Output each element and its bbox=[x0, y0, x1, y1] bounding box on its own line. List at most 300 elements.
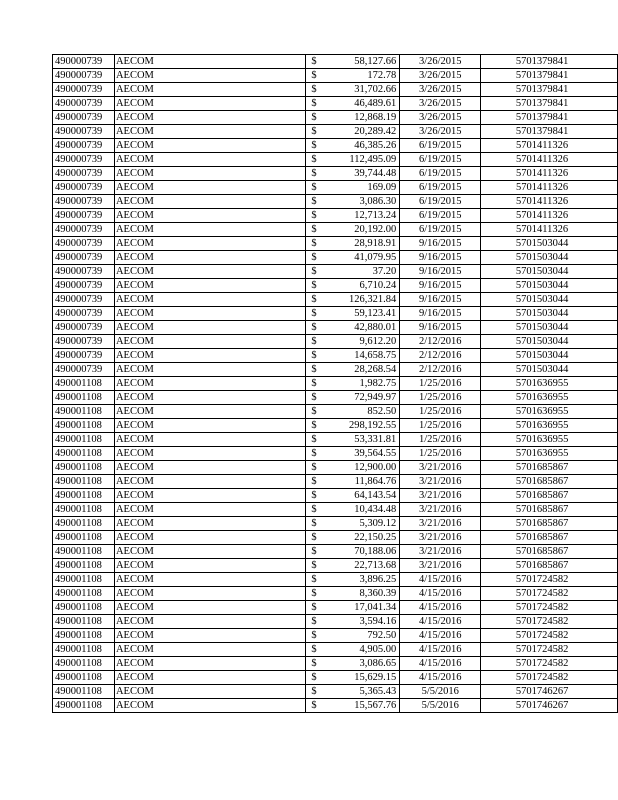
vendor-cell: AECOM bbox=[114, 153, 305, 167]
po-number-cell: 490000739 bbox=[53, 69, 115, 83]
document-number-cell: 5701724582 bbox=[481, 629, 618, 643]
document-number-cell: 5701379841 bbox=[481, 111, 618, 125]
amount-cell: 11,864.76 bbox=[354, 476, 397, 487]
po-number-cell: 490000739 bbox=[53, 195, 115, 209]
vendor-cell: AECOM bbox=[114, 237, 305, 251]
table-row bbox=[53, 601, 618, 615]
currency-symbol-cell: $ bbox=[306, 433, 324, 447]
table-row bbox=[53, 181, 618, 195]
vendor-cell: AECOM bbox=[114, 545, 305, 559]
currency-symbol-cell: $ bbox=[306, 447, 324, 461]
document-number-cell: 5701503044 bbox=[481, 307, 618, 321]
po-number-cell: 490001108 bbox=[53, 601, 115, 615]
currency-symbol-cell: $ bbox=[306, 517, 324, 531]
po-number-cell: 490001108 bbox=[53, 503, 115, 517]
table-row bbox=[53, 671, 618, 685]
po-number-cell: 490000739 bbox=[53, 223, 115, 237]
vendor-cell: AECOM bbox=[114, 531, 305, 545]
currency-symbol-cell: $ bbox=[306, 489, 324, 503]
amount-cell: 12,713.24 bbox=[354, 210, 397, 221]
vendor-cell: AECOM bbox=[114, 55, 305, 69]
table-row bbox=[53, 573, 618, 587]
table-row bbox=[53, 321, 618, 335]
currency-symbol-cell: $ bbox=[306, 69, 324, 83]
document-number-cell: 5701503044 bbox=[481, 279, 618, 293]
document-number-cell: 5701411326 bbox=[481, 167, 618, 181]
currency-symbol-cell: $ bbox=[306, 153, 324, 167]
po-number-cell: 490000739 bbox=[53, 139, 115, 153]
currency-symbol-cell: $ bbox=[306, 237, 324, 251]
table-row bbox=[53, 377, 618, 391]
amount-cell: 3,594.16 bbox=[359, 616, 397, 627]
vendor-cell: AECOM bbox=[114, 671, 305, 685]
table-row bbox=[53, 349, 618, 363]
table-row bbox=[53, 475, 618, 489]
table-row bbox=[53, 167, 618, 181]
vendor-cell: AECOM bbox=[114, 615, 305, 629]
document-number-cell: 5701379841 bbox=[481, 97, 618, 111]
currency-symbol-cell: $ bbox=[306, 265, 324, 279]
amount-cell: 3,086.30 bbox=[359, 196, 397, 207]
po-number-cell: 490000739 bbox=[53, 181, 115, 195]
vendor-cell: AECOM bbox=[114, 447, 305, 461]
document-number-cell: 5701636955 bbox=[481, 419, 618, 433]
amount-cell: 9,612.20 bbox=[359, 336, 397, 347]
po-number-cell: 490001108 bbox=[53, 447, 115, 461]
po-number-cell: 490001108 bbox=[53, 433, 115, 447]
document-number-cell: 5701685867 bbox=[481, 489, 618, 503]
date-cell: 9/16/2015 bbox=[400, 321, 481, 335]
table-row bbox=[53, 391, 618, 405]
amount-cell: 112,495.09 bbox=[349, 154, 397, 165]
po-number-cell: 490001108 bbox=[53, 377, 115, 391]
date-cell: 1/25/2016 bbox=[400, 419, 481, 433]
date-cell: 4/15/2016 bbox=[400, 657, 481, 671]
date-cell: 6/19/2015 bbox=[400, 139, 481, 153]
document-number-cell: 5701724582 bbox=[481, 573, 618, 587]
date-cell: 3/26/2015 bbox=[400, 55, 481, 69]
amount-cell: 58,127.66 bbox=[354, 56, 397, 67]
amount-cell: 20,192.00 bbox=[354, 224, 397, 235]
date-cell: 1/25/2016 bbox=[400, 377, 481, 391]
document-number-cell: 5701411326 bbox=[481, 195, 618, 209]
date-cell: 1/25/2016 bbox=[400, 433, 481, 447]
date-cell: 4/15/2016 bbox=[400, 643, 481, 657]
currency-symbol-cell: $ bbox=[306, 391, 324, 405]
date-cell: 4/15/2016 bbox=[400, 573, 481, 587]
currency-symbol-cell: $ bbox=[306, 293, 324, 307]
vendor-cell: AECOM bbox=[114, 69, 305, 83]
amount-cell: 41,079.95 bbox=[354, 252, 397, 263]
table-row bbox=[53, 699, 618, 713]
date-cell: 3/26/2015 bbox=[400, 83, 481, 97]
currency-symbol-cell: $ bbox=[306, 629, 324, 643]
date-cell: 4/15/2016 bbox=[400, 671, 481, 685]
po-number-cell: 490000739 bbox=[53, 279, 115, 293]
amount-cell: 28,918.91 bbox=[354, 238, 397, 249]
document-number-cell: 5701411326 bbox=[481, 223, 618, 237]
document-number-cell: 5701724582 bbox=[481, 643, 618, 657]
vendor-cell: AECOM bbox=[114, 405, 305, 419]
table-row bbox=[53, 335, 618, 349]
table-row bbox=[53, 531, 618, 545]
table-row bbox=[53, 517, 618, 531]
currency-symbol-cell: $ bbox=[306, 643, 324, 657]
po-number-cell: 490000739 bbox=[53, 321, 115, 335]
date-cell: 6/19/2015 bbox=[400, 167, 481, 181]
vendor-cell: AECOM bbox=[114, 265, 305, 279]
document-number-cell: 5701685867 bbox=[481, 475, 618, 489]
amount-cell: 852.50 bbox=[367, 406, 397, 417]
document-number-cell: 5701503044 bbox=[481, 265, 618, 279]
amount-cell: 4,905.00 bbox=[359, 644, 397, 655]
date-cell: 3/21/2016 bbox=[400, 559, 481, 573]
date-cell: 6/19/2015 bbox=[400, 181, 481, 195]
vendor-cell: AECOM bbox=[114, 349, 305, 363]
date-cell: 9/16/2015 bbox=[400, 265, 481, 279]
currency-symbol-cell: $ bbox=[306, 279, 324, 293]
vendor-cell: AECOM bbox=[114, 279, 305, 293]
currency-symbol-cell: $ bbox=[306, 419, 324, 433]
date-cell: 3/21/2016 bbox=[400, 489, 481, 503]
currency-symbol-cell: $ bbox=[306, 587, 324, 601]
po-number-cell: 490001108 bbox=[53, 685, 115, 699]
amount-cell: 15,629.15 bbox=[354, 672, 397, 683]
vendor-cell: AECOM bbox=[114, 139, 305, 153]
amount-cell: 3,086.65 bbox=[359, 658, 397, 669]
table-row bbox=[53, 293, 618, 307]
date-cell: 1/25/2016 bbox=[400, 447, 481, 461]
table-row bbox=[53, 209, 618, 223]
currency-symbol-cell: $ bbox=[306, 349, 324, 363]
amount-cell: 72,949.97 bbox=[354, 392, 397, 403]
po-number-cell: 490000739 bbox=[53, 55, 115, 69]
vendor-cell: AECOM bbox=[114, 377, 305, 391]
date-cell: 5/5/2016 bbox=[400, 699, 481, 713]
amount-cell: 39,564.55 bbox=[354, 448, 397, 459]
po-number-cell: 490001108 bbox=[53, 587, 115, 601]
currency-symbol-cell: $ bbox=[306, 223, 324, 237]
document-number-cell: 5701685867 bbox=[481, 559, 618, 573]
vendor-cell: AECOM bbox=[114, 195, 305, 209]
table-row bbox=[53, 195, 618, 209]
currency-symbol-cell: $ bbox=[306, 167, 324, 181]
document-number-cell: 5701636955 bbox=[481, 377, 618, 391]
date-cell: 1/25/2016 bbox=[400, 391, 481, 405]
vendor-cell: AECOM bbox=[114, 321, 305, 335]
table-row bbox=[53, 69, 618, 83]
table-row bbox=[53, 587, 618, 601]
amount-cell: 15,567.76 bbox=[354, 700, 397, 711]
currency-symbol-cell: $ bbox=[306, 55, 324, 69]
vendor-cell: AECOM bbox=[114, 433, 305, 447]
currency-symbol-cell: $ bbox=[306, 83, 324, 97]
po-number-cell: 490000739 bbox=[53, 307, 115, 321]
document-number-cell: 5701724582 bbox=[481, 657, 618, 671]
amount-cell: 70,188.06 bbox=[354, 546, 397, 557]
po-number-cell: 490001108 bbox=[53, 489, 115, 503]
vendor-cell: AECOM bbox=[114, 167, 305, 181]
document-number-cell: 5701503044 bbox=[481, 251, 618, 265]
table-row bbox=[53, 279, 618, 293]
amount-cell: 39,744.48 bbox=[354, 168, 397, 179]
date-cell: 3/21/2016 bbox=[400, 503, 481, 517]
currency-symbol-cell: $ bbox=[306, 545, 324, 559]
document-number-cell: 5701724582 bbox=[481, 587, 618, 601]
date-cell: 6/19/2015 bbox=[400, 209, 481, 223]
po-number-cell: 490001108 bbox=[53, 391, 115, 405]
amount-cell: 22,150.25 bbox=[354, 532, 397, 543]
date-cell: 9/16/2015 bbox=[400, 307, 481, 321]
table-row bbox=[53, 545, 618, 559]
po-number-cell: 490000739 bbox=[53, 349, 115, 363]
document-number-cell: 5701724582 bbox=[481, 601, 618, 615]
currency-symbol-cell: $ bbox=[306, 181, 324, 195]
vendor-cell: AECOM bbox=[114, 97, 305, 111]
table-row bbox=[53, 265, 618, 279]
currency-symbol-cell: $ bbox=[306, 699, 324, 713]
vendor-cell: AECOM bbox=[114, 181, 305, 195]
document-number-cell: 5701724582 bbox=[481, 671, 618, 685]
table-row bbox=[53, 503, 618, 517]
currency-symbol-cell: $ bbox=[306, 139, 324, 153]
po-number-cell: 490000739 bbox=[53, 167, 115, 181]
po-number-cell: 490000739 bbox=[53, 83, 115, 97]
vendor-cell: AECOM bbox=[114, 643, 305, 657]
po-number-cell: 490000739 bbox=[53, 237, 115, 251]
document-number-cell: 5701636955 bbox=[481, 391, 618, 405]
document-number-cell: 5701379841 bbox=[481, 69, 618, 83]
document-number-cell: 5701379841 bbox=[481, 83, 618, 97]
date-cell: 3/21/2016 bbox=[400, 531, 481, 545]
currency-symbol-cell: $ bbox=[306, 615, 324, 629]
table-row bbox=[53, 461, 618, 475]
amount-cell: 169.09 bbox=[367, 182, 397, 193]
po-number-cell: 490001108 bbox=[53, 475, 115, 489]
amount-cell: 64,143.54 bbox=[354, 490, 397, 501]
currency-symbol-cell: $ bbox=[306, 503, 324, 517]
vendor-cell: AECOM bbox=[114, 587, 305, 601]
date-cell: 5/5/2016 bbox=[400, 685, 481, 699]
po-number-cell: 490001108 bbox=[53, 531, 115, 545]
document-number-cell: 5701503044 bbox=[481, 293, 618, 307]
po-number-cell: 490001108 bbox=[53, 615, 115, 629]
amount-cell: 10,434.48 bbox=[354, 504, 397, 515]
date-cell: 6/19/2015 bbox=[400, 223, 481, 237]
table-row bbox=[53, 657, 618, 671]
vendor-cell: AECOM bbox=[114, 307, 305, 321]
currency-symbol-cell: $ bbox=[306, 601, 324, 615]
po-number-cell: 490001108 bbox=[53, 629, 115, 643]
vendor-cell: AECOM bbox=[114, 83, 305, 97]
document-number-cell: 5701724582 bbox=[481, 615, 618, 629]
vendor-cell: AECOM bbox=[114, 559, 305, 573]
vendor-cell: AECOM bbox=[114, 223, 305, 237]
po-number-cell: 490001108 bbox=[53, 573, 115, 587]
date-cell: 4/15/2016 bbox=[400, 629, 481, 643]
vendor-cell: AECOM bbox=[114, 601, 305, 615]
vendor-cell: AECOM bbox=[114, 503, 305, 517]
currency-symbol-cell: $ bbox=[306, 685, 324, 699]
vendor-cell: AECOM bbox=[114, 293, 305, 307]
vendor-cell: AECOM bbox=[114, 461, 305, 475]
table-row bbox=[53, 615, 618, 629]
amount-cell: 28,268.54 bbox=[354, 364, 397, 375]
date-cell: 9/16/2015 bbox=[400, 237, 481, 251]
amount-cell: 5,309.12 bbox=[359, 518, 397, 529]
date-cell: 3/21/2016 bbox=[400, 475, 481, 489]
vendor-cell: AECOM bbox=[114, 489, 305, 503]
date-cell: 1/25/2016 bbox=[400, 405, 481, 419]
vendor-cell: AECOM bbox=[114, 335, 305, 349]
po-number-cell: 490000739 bbox=[53, 153, 115, 167]
table-row bbox=[53, 307, 618, 321]
table-row bbox=[53, 363, 618, 377]
document-number-cell: 5701685867 bbox=[481, 461, 618, 475]
vendor-cell: AECOM bbox=[114, 125, 305, 139]
vendor-cell: AECOM bbox=[114, 517, 305, 531]
po-number-cell: 490001108 bbox=[53, 671, 115, 685]
po-number-cell: 490001108 bbox=[53, 461, 115, 475]
vendor-cell: AECOM bbox=[114, 475, 305, 489]
payment-table bbox=[52, 54, 618, 713]
document-number-cell: 5701636955 bbox=[481, 405, 618, 419]
table-row bbox=[53, 111, 618, 125]
amount-cell: 172.78 bbox=[367, 70, 397, 81]
table-row bbox=[53, 83, 618, 97]
document-number-cell: 5701379841 bbox=[481, 55, 618, 69]
table-row bbox=[53, 559, 618, 573]
amount-cell: 59,123.41 bbox=[354, 308, 397, 319]
date-cell: 4/15/2016 bbox=[400, 587, 481, 601]
vendor-cell: AECOM bbox=[114, 657, 305, 671]
po-number-cell: 490001108 bbox=[53, 657, 115, 671]
po-number-cell: 490000739 bbox=[53, 363, 115, 377]
vendor-cell: AECOM bbox=[114, 363, 305, 377]
date-cell: 3/26/2015 bbox=[400, 97, 481, 111]
table-row bbox=[53, 237, 618, 251]
table-row bbox=[53, 643, 618, 657]
date-cell: 3/26/2015 bbox=[400, 111, 481, 125]
po-number-cell: 490000739 bbox=[53, 335, 115, 349]
table-row bbox=[53, 685, 618, 699]
po-number-cell: 490000739 bbox=[53, 111, 115, 125]
currency-symbol-cell: $ bbox=[306, 657, 324, 671]
currency-symbol-cell: $ bbox=[306, 377, 324, 391]
currency-symbol-cell: $ bbox=[306, 405, 324, 419]
table-row bbox=[53, 125, 618, 139]
table-row bbox=[53, 447, 618, 461]
po-number-cell: 490001108 bbox=[53, 559, 115, 573]
amount-cell: 17,041.34 bbox=[354, 602, 397, 613]
po-number-cell: 490001108 bbox=[53, 545, 115, 559]
table-row bbox=[53, 629, 618, 643]
document-number-cell: 5701685867 bbox=[481, 517, 618, 531]
document-number-cell: 5701411326 bbox=[481, 153, 618, 167]
amount-cell: 14,658.75 bbox=[354, 350, 397, 361]
amount-cell: 20,289.42 bbox=[354, 126, 397, 137]
date-cell: 4/15/2016 bbox=[400, 615, 481, 629]
currency-symbol-cell: $ bbox=[306, 531, 324, 545]
date-cell: 6/19/2015 bbox=[400, 153, 481, 167]
amount-cell: 12,900.00 bbox=[354, 462, 397, 473]
date-cell: 3/21/2016 bbox=[400, 545, 481, 559]
amount-cell: 5,365.43 bbox=[359, 686, 397, 697]
amount-cell: 12,868.19 bbox=[354, 112, 397, 123]
amount-cell: 31,702.66 bbox=[354, 84, 397, 95]
table-row bbox=[53, 97, 618, 111]
document-number-cell: 5701685867 bbox=[481, 503, 618, 517]
document-number-cell: 5701636955 bbox=[481, 447, 618, 461]
document-number-cell: 5701685867 bbox=[481, 545, 618, 559]
currency-symbol-cell: $ bbox=[306, 559, 324, 573]
po-number-cell: 490001108 bbox=[53, 699, 115, 713]
vendor-cell: AECOM bbox=[114, 573, 305, 587]
vendor-cell: AECOM bbox=[114, 111, 305, 125]
amount-cell: 3,896.25 bbox=[359, 574, 397, 585]
po-number-cell: 490001108 bbox=[53, 643, 115, 657]
document-number-cell: 5701411326 bbox=[481, 181, 618, 195]
payment-table-body bbox=[53, 55, 618, 713]
amount-cell: 37.20 bbox=[372, 266, 397, 277]
currency-symbol-cell: $ bbox=[306, 251, 324, 265]
amount-cell: 6,710.24 bbox=[359, 280, 397, 291]
table-row bbox=[53, 139, 618, 153]
date-cell: 2/12/2016 bbox=[400, 349, 481, 363]
amount-cell: 8,360.39 bbox=[359, 588, 397, 599]
vendor-cell: AECOM bbox=[114, 699, 305, 713]
document-number-cell: 5701746267 bbox=[481, 699, 618, 713]
po-number-cell: 490001108 bbox=[53, 517, 115, 531]
date-cell: 6/19/2015 bbox=[400, 195, 481, 209]
currency-symbol-cell: $ bbox=[306, 335, 324, 349]
document-number-cell: 5701503044 bbox=[481, 335, 618, 349]
table-row bbox=[53, 153, 618, 167]
currency-symbol-cell: $ bbox=[306, 125, 324, 139]
amount-cell: 46,489.61 bbox=[354, 98, 397, 109]
vendor-cell: AECOM bbox=[114, 251, 305, 265]
amount-cell: 126,321.84 bbox=[349, 294, 397, 305]
document-number-cell: 5701379841 bbox=[481, 125, 618, 139]
po-number-cell: 490000739 bbox=[53, 125, 115, 139]
date-cell: 2/12/2016 bbox=[400, 335, 481, 349]
amount-cell: 792.50 bbox=[367, 630, 397, 641]
currency-symbol-cell: $ bbox=[306, 671, 324, 685]
vendor-cell: AECOM bbox=[114, 685, 305, 699]
table-row bbox=[53, 433, 618, 447]
date-cell: 3/26/2015 bbox=[400, 125, 481, 139]
date-cell: 4/15/2016 bbox=[400, 601, 481, 615]
amount-cell: 46,385.26 bbox=[354, 140, 397, 151]
document-number-cell: 5701503044 bbox=[481, 349, 618, 363]
po-number-cell: 490000739 bbox=[53, 251, 115, 265]
currency-symbol-cell: $ bbox=[306, 461, 324, 475]
date-cell: 9/16/2015 bbox=[400, 279, 481, 293]
document-number-cell: 5701636955 bbox=[481, 433, 618, 447]
currency-symbol-cell: $ bbox=[306, 475, 324, 489]
table-row bbox=[53, 419, 618, 433]
document-number-cell: 5701411326 bbox=[481, 209, 618, 223]
po-number-cell: 490000739 bbox=[53, 265, 115, 279]
document-number-cell: 5701685867 bbox=[481, 531, 618, 545]
date-cell: 9/16/2015 bbox=[400, 293, 481, 307]
table-row bbox=[53, 489, 618, 503]
amount-cell: 22,713.68 bbox=[354, 560, 397, 571]
document-number-cell: 5701411326 bbox=[481, 139, 618, 153]
amount-cell: 298,192.55 bbox=[349, 420, 397, 431]
document-number-cell: 5701503044 bbox=[481, 237, 618, 251]
date-cell: 9/16/2015 bbox=[400, 251, 481, 265]
